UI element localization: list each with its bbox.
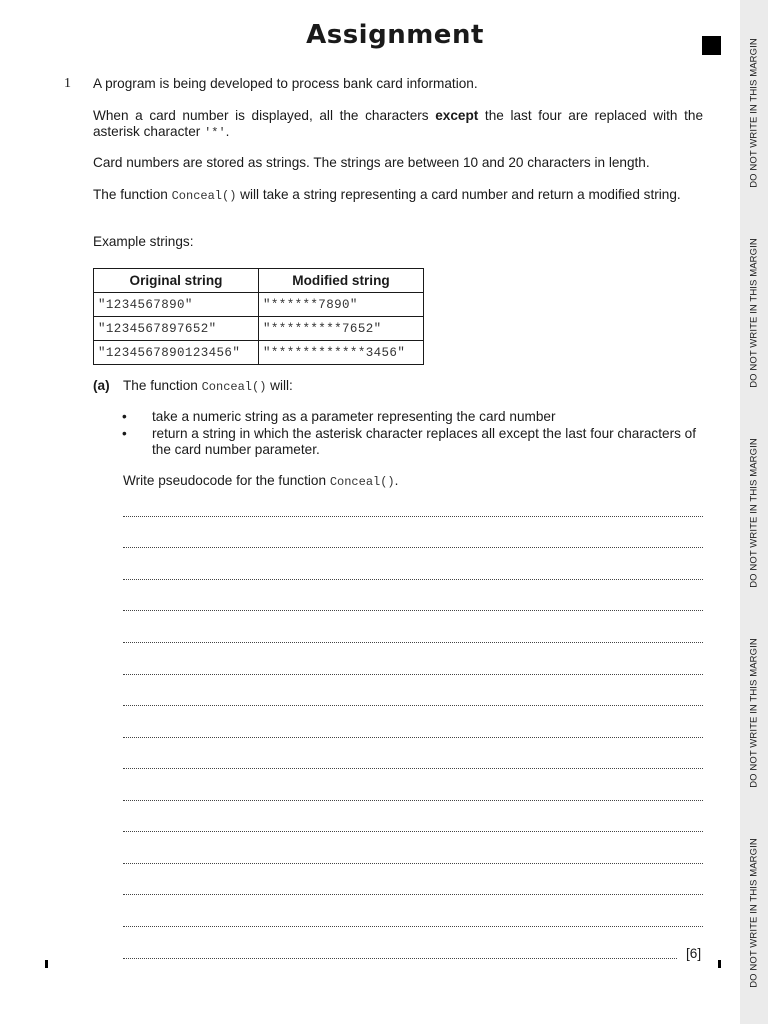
answer-line[interactable] — [123, 800, 703, 801]
bullet-icon: • — [122, 426, 127, 441]
answer-line[interactable] — [123, 958, 677, 959]
question-intro: A program is being developed to process bank card information. — [93, 76, 478, 91]
question-number: 1 — [64, 76, 71, 91]
table-header-modified: Modified string — [259, 269, 424, 293]
bullet-item: take a numeric string as a parameter representing the card number — [152, 409, 556, 424]
answer-line[interactable] — [123, 674, 703, 675]
function-name-code: Conceal() — [329, 475, 395, 489]
asterisk-code: '*' — [204, 126, 226, 140]
answer-line[interactable] — [123, 831, 703, 832]
example-strings-table — [93, 268, 424, 365]
table-cell-original: "1234567890" — [94, 293, 259, 317]
table-cell-original: "1234567890123456" — [94, 341, 259, 365]
marks-label: [6] — [686, 946, 702, 961]
bullet-item: return a string in which the asterisk character replaces all except the last four characters of the card number parameter. — [152, 426, 697, 457]
part-a-instruction: Write pseudocode for the function Conceal(). — [123, 473, 399, 489]
answer-line[interactable] — [123, 547, 703, 548]
table-row — [94, 317, 424, 341]
answer-line[interactable] — [123, 863, 703, 864]
page-title: Assignment — [306, 20, 484, 50]
table-row — [94, 341, 424, 365]
registration-mark — [718, 960, 721, 968]
bullet-icon: • — [122, 409, 127, 424]
table-cell-modified: "******7890" — [259, 293, 424, 317]
examples-label: Example strings: — [93, 234, 194, 249]
table-header-original: Original string — [94, 269, 259, 293]
registration-mark — [45, 960, 48, 968]
page-marker-square — [702, 36, 721, 55]
answer-line[interactable] — [123, 768, 703, 769]
answer-line[interactable] — [123, 926, 703, 927]
table-cell-modified: "************3456" — [259, 341, 424, 365]
answer-line[interactable] — [123, 579, 703, 580]
question-para-3: Card numbers are stored as strings. The strings are between 10 and 20 characters in length. — [93, 155, 650, 170]
do-not-write-margin: DO NOT WRITE IN THIS MARGIN DO NOT WRITE IN THIS MARGIN DO NOT WRITE IN THIS MARGIN DO NOT WRITE IN THIS MARGIN DO NOT WRITE IN THIS MARGIN — [740, 0, 768, 1024]
answer-line[interactable] — [123, 737, 703, 738]
function-name-code: Conceal() — [171, 189, 237, 203]
table-cell-modified: "*********7652" — [259, 317, 424, 341]
question-para-2: When a card number is displayed, all the characters except the last four are replaced with the asterisk character '*'. — [93, 108, 703, 140]
table-header-row — [94, 269, 424, 293]
answer-line[interactable] — [123, 516, 703, 517]
table-row — [94, 293, 424, 317]
question-para-4: The function Conceal() will take a string representing a card number and return a modified string. — [93, 187, 681, 203]
part-a-intro: The function Conceal() will: — [123, 378, 293, 394]
answer-line[interactable] — [123, 610, 703, 611]
table-cell-original: "1234567897652" — [94, 317, 259, 341]
part-a-label: (a) — [93, 378, 110, 393]
answer-line[interactable] — [123, 642, 703, 643]
function-name-code: Conceal() — [201, 380, 267, 394]
emphasis-except: except — [435, 108, 479, 123]
answer-line[interactable] — [123, 894, 703, 895]
answer-line[interactable] — [123, 705, 703, 706]
